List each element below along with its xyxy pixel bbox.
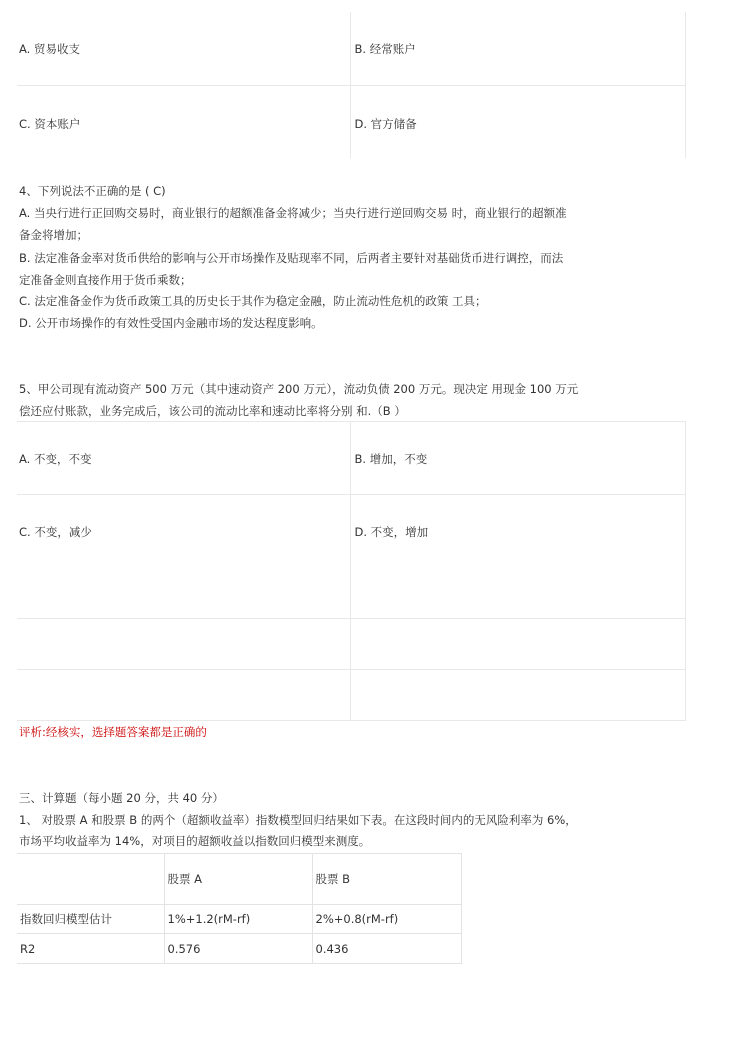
q5-option-d xyxy=(350,495,685,619)
table-cell: 0.576 xyxy=(164,934,312,964)
q5-option-d-label: D. 不变，增加 xyxy=(354,525,429,539)
table-cell: 指数回归模型估计 xyxy=(17,905,164,934)
q5-empty-cell xyxy=(350,670,685,721)
table-cell: R2 xyxy=(17,934,164,964)
section3-q1-line1: 1、 对股票 A 和股票 B 的两个（超额收益率）指数模型回归结果如下表。在这段时间内的无风险利率为 6%， xyxy=(19,813,577,827)
table-row xyxy=(17,934,461,964)
table-row xyxy=(17,905,461,934)
q4-option-a-line2: 备金将增加； xyxy=(19,228,88,242)
q5-option-a xyxy=(17,422,350,495)
q4-stem: 4、下列说法不正确的是 ( C) xyxy=(19,184,166,198)
q5-option-b-label: B. 增加，不变 xyxy=(354,452,428,466)
q3-option-d xyxy=(350,85,685,158)
q5-option-a-label: A. 不变，不变 xyxy=(19,452,92,466)
section3-title: 三、计算题（每小题 20 分，共 40 分） xyxy=(19,791,224,805)
q5-options-table xyxy=(17,421,686,721)
q5-stem-line2: 偿还应付账款，业务完成后，该公司的流动比率和速动比率将分别 和.（B ） xyxy=(19,404,406,418)
q4-option-b-line1: B. 法定准备金率对货币供给的影响与公开市场操作及贴现率不同，后两者主要针对基础货币进行调控，而法 xyxy=(19,251,564,265)
q5-empty-cell xyxy=(350,619,685,670)
table-header-cell: 股票 A xyxy=(164,854,312,905)
table-cell: 0.436 xyxy=(312,934,461,964)
q3-option-c xyxy=(17,85,350,158)
q3-option-a-label: A. 贸易收支 xyxy=(19,42,80,56)
table-header-row xyxy=(17,854,461,905)
section3-q1-line2: 市场平均收益率为 14%，对项目的超额收益以指数回归模型来测度。 xyxy=(19,834,371,848)
regression-table xyxy=(17,853,462,964)
q3-option-b xyxy=(350,12,685,85)
q4-option-b-line2: 定准备金则直接作用于货币乘数； xyxy=(19,273,192,287)
q3-option-c-label: C. 资本账户 xyxy=(19,116,81,131)
q3-option-d-label: D. 官方储备 xyxy=(354,116,417,131)
table-cell: 1%+1.2(rM-rf) xyxy=(164,905,312,934)
table-header-cell xyxy=(17,854,164,905)
q4-option-a-line1: A. 当央行进行正回购交易时，商业银行的超额准备金将减少；当央行进行逆回购交易 时，商业银行的超额准 xyxy=(19,206,567,220)
table-header-cell: 股票 B xyxy=(312,854,461,905)
q5-option-c xyxy=(17,495,350,619)
q3-options-table xyxy=(17,12,686,158)
q4-option-d: D. 公开市场操作的有效性受国内金融市场的发达程度影响。 xyxy=(19,316,323,330)
q5-stem-line1: 5、甲公司现有流动资产 500 万元（其中速动资产 200 万元），流动负债 200 万元。现决定 用现金 100 万元 xyxy=(19,382,579,396)
q3-option-b-label: B. 经常账户 xyxy=(354,42,416,56)
table-cell: 2%+0.8(rM-rf) xyxy=(312,905,461,934)
q5-option-b xyxy=(350,422,685,495)
q5-empty-cell xyxy=(17,670,350,721)
q3-option-a xyxy=(17,12,350,85)
q4-option-c: C. 法定准备金作为货币政策工具的历史长于其作为稳定金融，防止流动性危机的政策 工具； xyxy=(19,294,487,308)
answer-comment: 评析:经核实，选择题答案都是正确的 xyxy=(19,725,207,739)
q5-empty-cell xyxy=(17,619,350,670)
q5-option-c-label: C. 不变，减少 xyxy=(19,525,92,539)
